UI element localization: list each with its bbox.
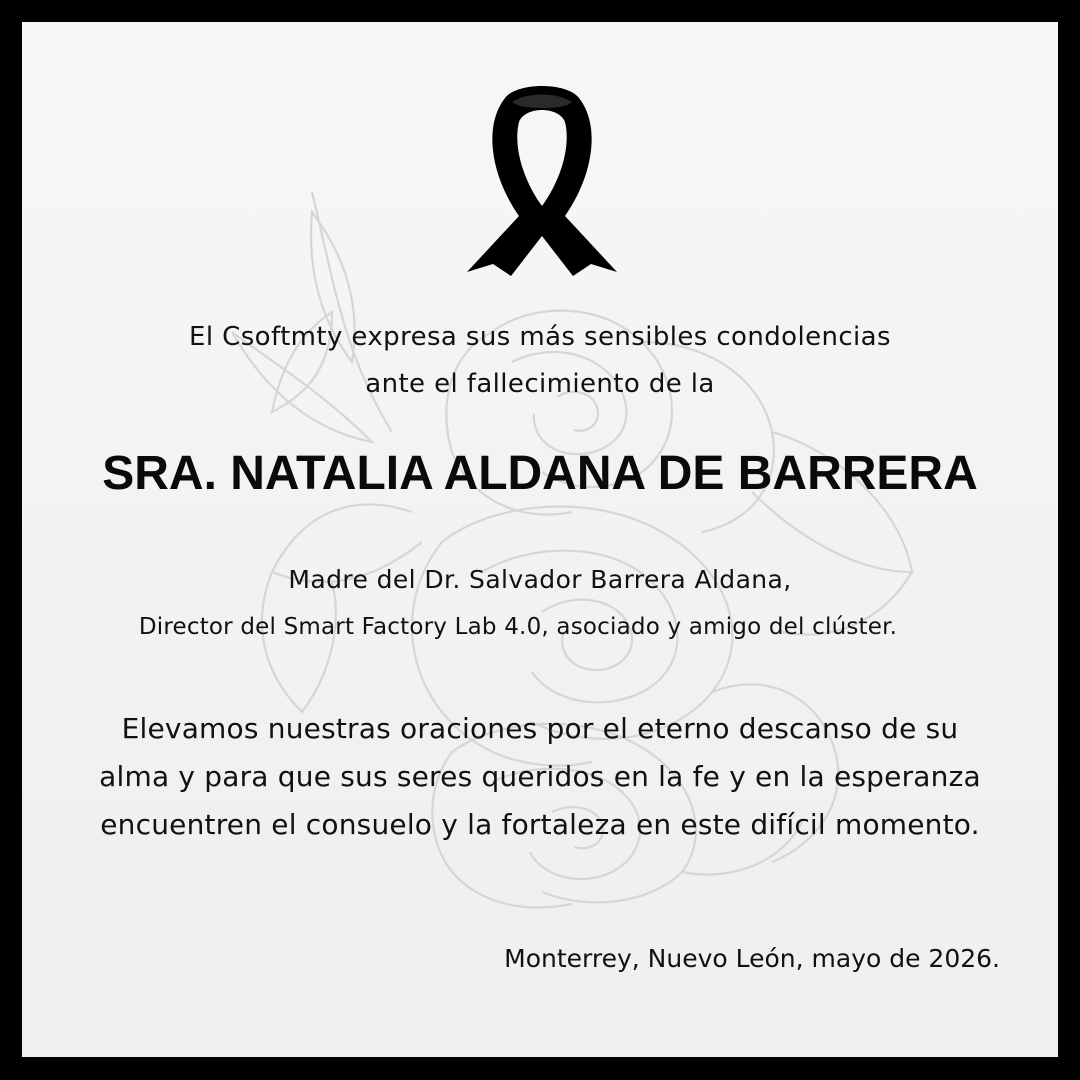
deceased-name: SRA. NATALIA ALDANA DE BARRERA	[102, 447, 978, 500]
prayer-line-2: alma y para que sus seres queridos en la fe y en la esperanza	[99, 760, 981, 793]
place-date: Monterrey, Nuevo León, mayo de 2026.	[504, 944, 1000, 973]
intro-line-1: El Csoftmty expresa sus más sensibles condolencias	[189, 322, 891, 352]
flower-outline-icon	[192, 192, 932, 912]
relation-line-2: Director del Smart Factory Lab 4.0, asociado y amigo del clúster.	[138, 614, 898, 640]
prayer-line-3: encuentren el consuelo y la fortaleza en este difícil momento.	[100, 808, 980, 841]
intro-line-2: ante el fallecimiento de la	[365, 369, 715, 399]
condolence-card	[22, 22, 1058, 1057]
prayer-line-1: Elevamos nuestras oraciones por el eterno descanso de su	[121, 712, 959, 745]
relation-line-1: Madre del Dr. Salvador Barrera Aldana,	[288, 565, 792, 594]
mourning-ribbon-icon	[467, 76, 617, 276]
